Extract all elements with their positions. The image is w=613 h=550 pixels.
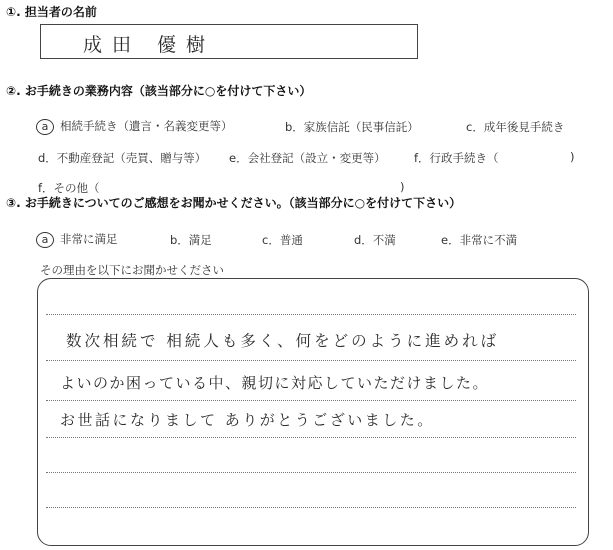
service-option-c: c．成年後見手続き [466,120,565,134]
section2-heading: ②. お手続きの業務内容（該当部分に○を付けて下さい） [6,84,312,98]
service-option-a [36,118,233,135]
section3-heading: ③. お手続きについてのご感想をお聞かせください。（該当部分に○を付けて下さい） [6,196,462,210]
service-option-a-label: 相続手続き（遺言・名義変更等） [60,119,233,133]
service-option-e: e．会社登記（設立・変更等） [229,151,386,165]
ruled-line-2 [46,360,576,361]
comment-line-1: 数次相続で 相続人も多く、何をどのように進めれば [66,332,500,350]
service-option-f-admin: f．行政手続き（ [414,151,499,165]
ruled-line-5 [46,472,576,473]
satisfaction-option-d: d．不満 [354,233,396,247]
ruled-line-1 [46,314,576,315]
satisfaction-option-a [36,231,118,248]
service-option-f-other: f．その他（ [38,181,100,195]
service-option-f-admin-close: ) [570,150,575,164]
section1-heading: ①. 担当者の名前 [6,5,97,19]
reason-label: その理由を以下にお聞かせください [40,263,224,277]
satisfaction-option-e: e．非常に不満 [441,233,518,247]
satisfaction-option-a-label: 非常に満足 [60,232,118,246]
service-option-d: d．不動産登記（売買、贈与等） [38,151,207,165]
ruled-line-3 [46,400,576,401]
service-option-b: b．家族信託（民事信託） [285,120,419,134]
ruled-line-6 [46,507,576,508]
satisfaction-option-b: b．満足 [170,233,212,247]
ruled-line-4 [46,437,576,438]
comment-line-3: お世話になりまして ありがとうございました。 [60,411,435,429]
name-field [40,24,418,59]
name-value: 成田 優樹 [83,34,216,56]
selected-circle-marker: a [36,119,54,135]
satisfaction-option-c: c．普通 [262,233,303,247]
selected-circle-marker-2: a [36,232,54,248]
comment-line-2: よいのか困っている中、親切に対応していただけました。 [60,374,490,392]
service-option-f-other-close: ) [400,180,405,194]
